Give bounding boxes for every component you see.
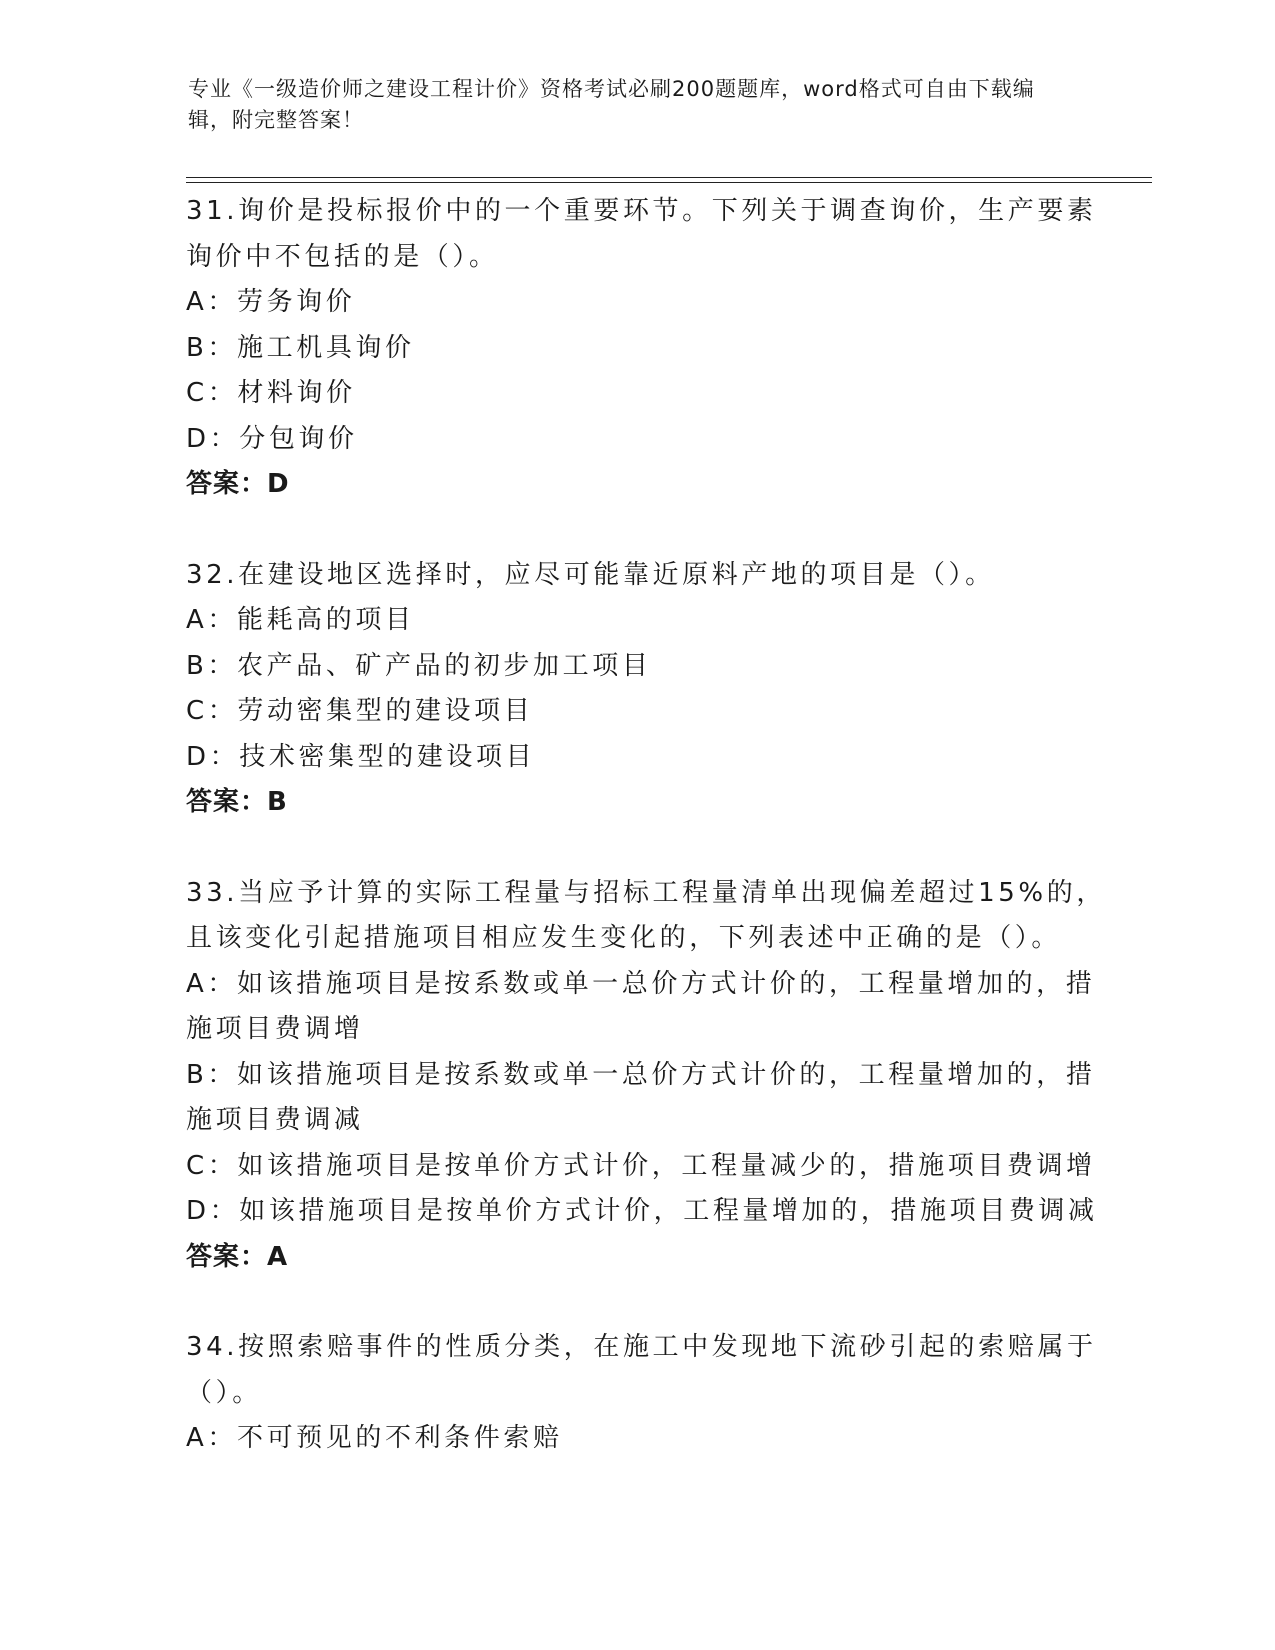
option-a: A：能耗高的项目	[186, 605, 415, 635]
option-c: C：如该措施项目是按单价方式计价，工程量减少的，措施项目费调增	[186, 1150, 1096, 1181]
answer-label: 答案：B	[186, 787, 288, 817]
question-list	[186, 189, 1106, 1507]
question-stem-line: 询价中不包括的是（）。	[186, 241, 499, 272]
question-stem-line: （）。	[186, 1377, 262, 1408]
option-a: A：如该措施项目是按系数或单一总价方式计价的，工程量增加的，措	[186, 968, 1096, 999]
question-32	[186, 553, 1086, 826]
option-a: A：劳务询价	[186, 287, 356, 317]
option-b: B：农产品、矿产品的初步加工项目	[186, 650, 652, 681]
question-stem-line: 33.当应予计算的实际工程量与招标工程量清单出现偏差超过15%的，	[186, 877, 1106, 908]
question-31	[186, 189, 1097, 508]
option-b: B：施工机具询价	[186, 332, 415, 363]
option-c: C：劳动密集型的建设项目	[186, 696, 534, 726]
option-b-continued: 施项目费调减	[186, 1105, 364, 1135]
document-intro: 专业《一级造价师之建设工程计价》资格考试必刷200题题库，word格式可自由下载编辑，附完整答案！	[188, 77, 1035, 132]
question-34	[186, 1325, 1097, 1462]
answer-label: 答案：A	[186, 1241, 289, 1272]
option-a-continued: 施项目费调增	[186, 1014, 364, 1044]
question-stem-line: 32.在建设地区选择时，应尽可能靠近原料产地的项目是（）。	[186, 559, 995, 590]
option-d: D：分包询价	[186, 423, 358, 454]
option-a: A：不可预见的不利条件索赔	[186, 1423, 563, 1453]
option-b: B：如该措施项目是按系数或单一总价方式计价的，工程量增加的，措	[186, 1059, 1096, 1090]
option-d: D：如该措施项目是按单价方式计价，工程量增加的，措施项目费调减	[186, 1196, 1098, 1226]
answer-label: 答案：D	[186, 469, 290, 499]
question-33	[186, 871, 1106, 1281]
header-divider-bottom	[186, 182, 1152, 183]
question-stem-line: 34.按照索赔事件的性质分类，在施工中发现地下流砂引起的索赔属于	[186, 1332, 1097, 1362]
question-stem-line: 31.询价是投标报价中的一个重要环节。下列关于调查询价，生产要素	[186, 196, 1097, 226]
option-d: D：技术密集型的建设项目	[186, 741, 536, 772]
option-c: C：材料询价	[186, 378, 356, 408]
question-stem-line: 且该变化引起措施项目相应发生变化的，下列表述中正确的是（）。	[186, 923, 1062, 953]
header-divider-top	[186, 177, 1152, 178]
